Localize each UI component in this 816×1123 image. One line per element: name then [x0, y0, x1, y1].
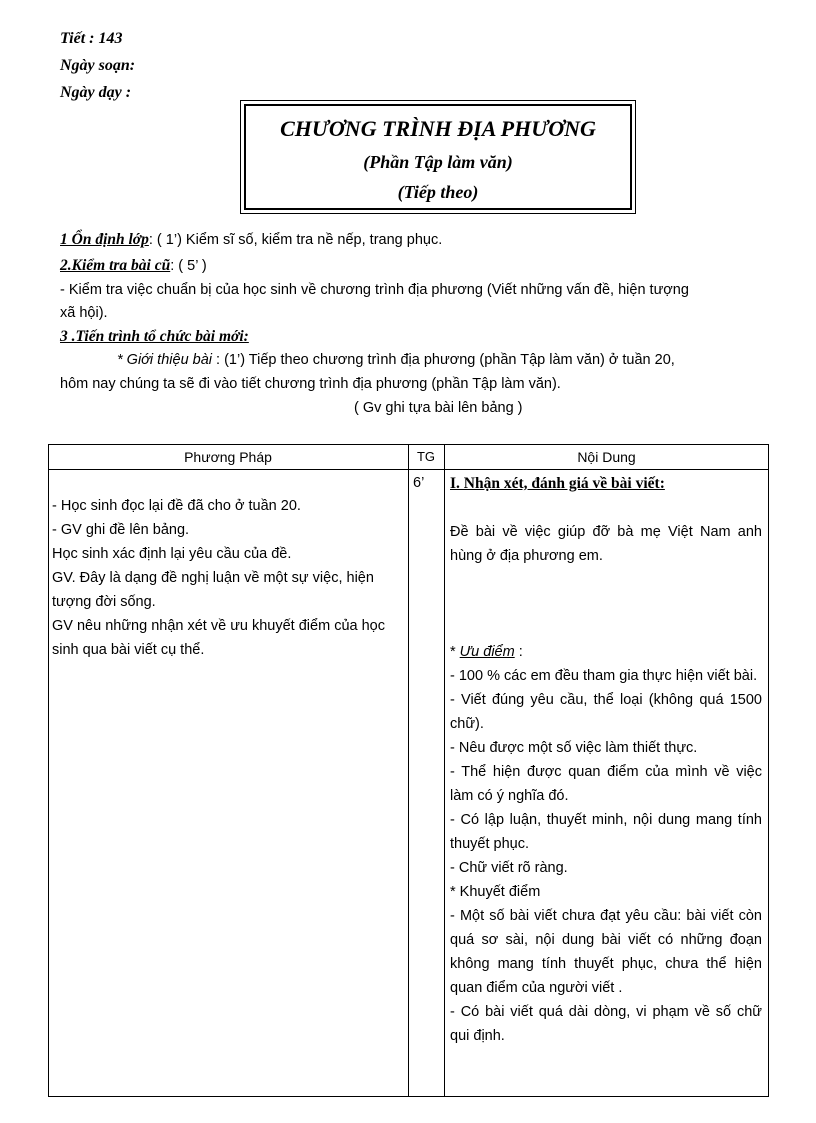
board-note: ( Gv ghi tựa bài lên bảng )	[354, 400, 523, 416]
pros-item: - Nêu được một số việc làm thiết thực.	[450, 740, 698, 756]
pros-item: - Thể hiện được quan điểm của mình về việc làm có ý nghĩa đó.	[450, 764, 762, 804]
section-heading: 2.Kiểm tra bài cũ	[60, 257, 171, 274]
method-line: Học sinh xác định lại yêu cầu của đề.	[52, 546, 292, 562]
review-line-2: xã hội).	[60, 305, 108, 321]
method-line: - GV ghi đề lên bảng.	[52, 522, 190, 538]
pros-item: - Viết đúng yêu cầu, thể loại (không quá 1500 chữ).	[450, 692, 762, 732]
lesson-number: Tiết : 143	[60, 30, 123, 47]
content-column	[450, 472, 762, 1048]
method-column	[52, 494, 404, 662]
prep-date-label: Ngày soạn:	[60, 57, 136, 74]
column-header-content: Nội Dung	[577, 449, 636, 465]
method-line: GV nêu những nhận xét về ưu khuyết điểm của học sinh qua bài viết cụ thể.	[52, 618, 385, 658]
section-heading: 1 Ổn định lớp	[60, 231, 149, 248]
page-title: CHƯƠNG TRÌNH ĐỊA PHƯƠNG	[280, 116, 596, 141]
pros-item: - 100 % các em đều tham gia thực hiện viết bài.	[450, 668, 758, 684]
section-text: : ( 5’ )	[170, 258, 207, 274]
intro-label: * Giới thiệu bài	[117, 352, 213, 368]
cons-item: - Có bài viết quá dài dòng, vi phạm về số chữ qui định.	[450, 1004, 762, 1044]
method-line: GV. Đây là dạng đề nghị luận về một sự việc, hiện tượng đời sống.	[52, 570, 374, 610]
title-box	[240, 100, 636, 214]
section-heading: 3 .Tiến trình tổ chức bài mới:	[60, 328, 249, 345]
method-line: - Học sinh đọc lại đề đã cho ở tuần 20.	[52, 498, 301, 514]
column-header-time: TG	[416, 449, 436, 464]
cons-item: - Một số bài viết chưa đạt yêu cầu: bài viết còn quá sơ sài, nội dung bài viết có những đoạn không mang tính thuyết phục, chưa thể hiện quan điểm của người viết .	[450, 908, 762, 996]
teach-date-label: Ngày dạy :	[60, 84, 132, 101]
cons-label: * Khuyết điểm	[450, 884, 541, 900]
intro-line-2: hôm nay chúng ta sẽ đi vào tiết chương trình địa phương (phần Tập làm văn).	[60, 376, 561, 392]
section-text: : ( 1’) Kiểm sĩ số, kiểm tra nề nếp, trang phục.	[148, 232, 443, 248]
pros-item: - Có lập luận, thuyết minh, nội dung mang tính thuyết phục.	[450, 812, 762, 852]
section-review	[60, 257, 207, 275]
review-line-1: - Kiểm tra việc chuẩn bị của học sinh về chương trình địa phương (Viết những vấn đề, hiện tượng	[60, 282, 689, 298]
page-subtitle-continued: (Tiếp theo)	[397, 182, 479, 202]
section-new-lesson	[60, 328, 249, 346]
intro-text: : (1’) Tiếp theo chương trình địa phương (phần Tập làm văn) ở tuần 20,	[212, 352, 675, 368]
pros-item: - Chữ viết rõ ràng.	[450, 860, 568, 876]
column-header-method: Phương Pháp	[184, 449, 272, 465]
intro-line-1	[117, 352, 675, 368]
time-value: 6’	[413, 475, 425, 491]
page-subtitle: (Phần Tập làm văn)	[363, 152, 513, 172]
pros-label: * Ưu điểm :	[450, 644, 523, 660]
section-class-setup	[60, 231, 442, 249]
lesson-table	[48, 444, 769, 1097]
content-heading: I. Nhận xét, đánh giá về bài viết:	[450, 475, 665, 492]
topic-text: Đề bài về việc giúp đỡ bà mẹ Việt Nam anh hùng ở địa phương em.	[450, 524, 762, 564]
